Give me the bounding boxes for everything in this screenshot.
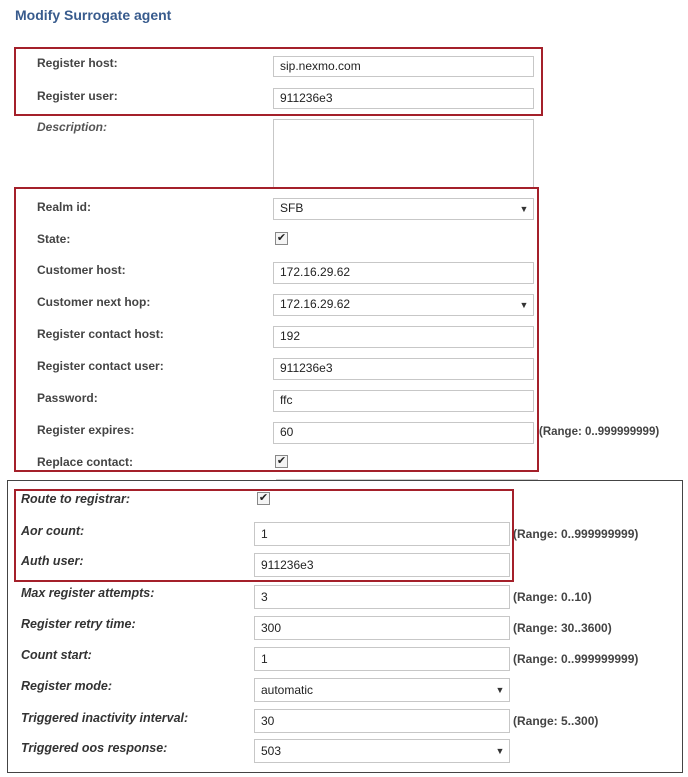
aor-count-range: (Range: 0..999999999) [513,527,639,541]
auth-user-input[interactable]: 911236e3 [254,553,510,577]
count-start-range: (Range: 0..999999999) [513,652,639,666]
realm-id-label: Realm id: [37,200,92,214]
max-register-attempts-range: (Range: 0..10) [513,590,592,604]
count-start-input[interactable]: 1 [254,647,510,671]
triggered-inactivity-interval-input[interactable]: 30 [254,709,510,733]
triggered-oos-response-value: 503 [261,744,282,758]
password-label: Password: [37,391,98,405]
customer-next-hop-value: 172.16.29.62 [280,297,351,311]
max-register-attempts-label: Max register attempts: [21,586,155,600]
max-register-attempts-input[interactable]: 3 [254,585,510,609]
highlight-box-settings [14,187,539,472]
chevron-down-icon: ▼ [495,685,505,695]
register-contact-user-label: Register contact user: [37,359,164,373]
register-user-label: Register user: [37,89,118,103]
state-label: State: [37,232,71,246]
register-expires-range: (Range: 0..999999999) [539,426,660,438]
register-contact-user-input[interactable]: 911236e3 [273,358,534,380]
customer-host-input[interactable]: 172.16.29.62 [273,262,534,284]
register-mode-value: automatic [261,683,314,697]
register-contact-host-label: Register contact host: [37,327,164,341]
register-mode-label: Register mode: [21,679,112,693]
replace-contact-label: Replace contact: [37,455,134,469]
password-input[interactable]: ffc [273,390,534,412]
description-label: Description: [37,120,108,134]
highlight-box-auth [14,489,514,582]
checkmark-icon: ✔ [276,232,287,244]
customer-host-label: Customer host: [37,263,126,277]
triggered-oos-response-label: Triggered oos response: [21,741,168,755]
auth-user-label: Auth user: [21,554,84,568]
customer-next-hop-label: Customer next hop: [37,295,151,309]
description-textarea[interactable] [273,119,534,189]
triggered-inactivity-interval-label: Triggered inactivity interval: [21,711,189,725]
register-expires-label: Register expires: [37,423,135,437]
register-retry-time-label: Register retry time: [21,617,136,631]
register-host-input[interactable]: sip.nexmo.com [273,56,534,77]
aor-count-input[interactable]: 1 [254,522,510,546]
register-retry-time-input[interactable]: 300 [254,616,510,640]
checkmark-icon: ✔ [258,492,269,504]
register-expires-input[interactable]: 60 [273,422,534,444]
count-start-label: Count start: [21,648,92,662]
page-title: Modify Surrogate agent [15,7,172,23]
triggered-inactivity-interval-range: (Range: 5..300) [513,714,599,728]
register-retry-time-range: (Range: 30..3600) [513,621,612,635]
chevron-down-icon: ▼ [519,204,529,214]
triggered-oos-response-select[interactable] [254,739,510,763]
register-user-input[interactable]: 911236e3 [273,88,534,109]
chevron-down-icon: ▼ [519,300,529,310]
realm-id-value: SFB [280,201,304,215]
route-to-registrar-label: Route to registrar: [21,492,131,506]
register-contact-host-input[interactable]: 192 [273,326,534,348]
register-mode-select[interactable] [254,678,510,702]
chevron-down-icon: ▼ [495,746,505,756]
register-host-label: Register host: [37,56,118,70]
highlight-box-register [14,47,543,116]
aor-count-label: Aor count: [21,524,85,538]
checkmark-icon: ✔ [276,455,287,467]
